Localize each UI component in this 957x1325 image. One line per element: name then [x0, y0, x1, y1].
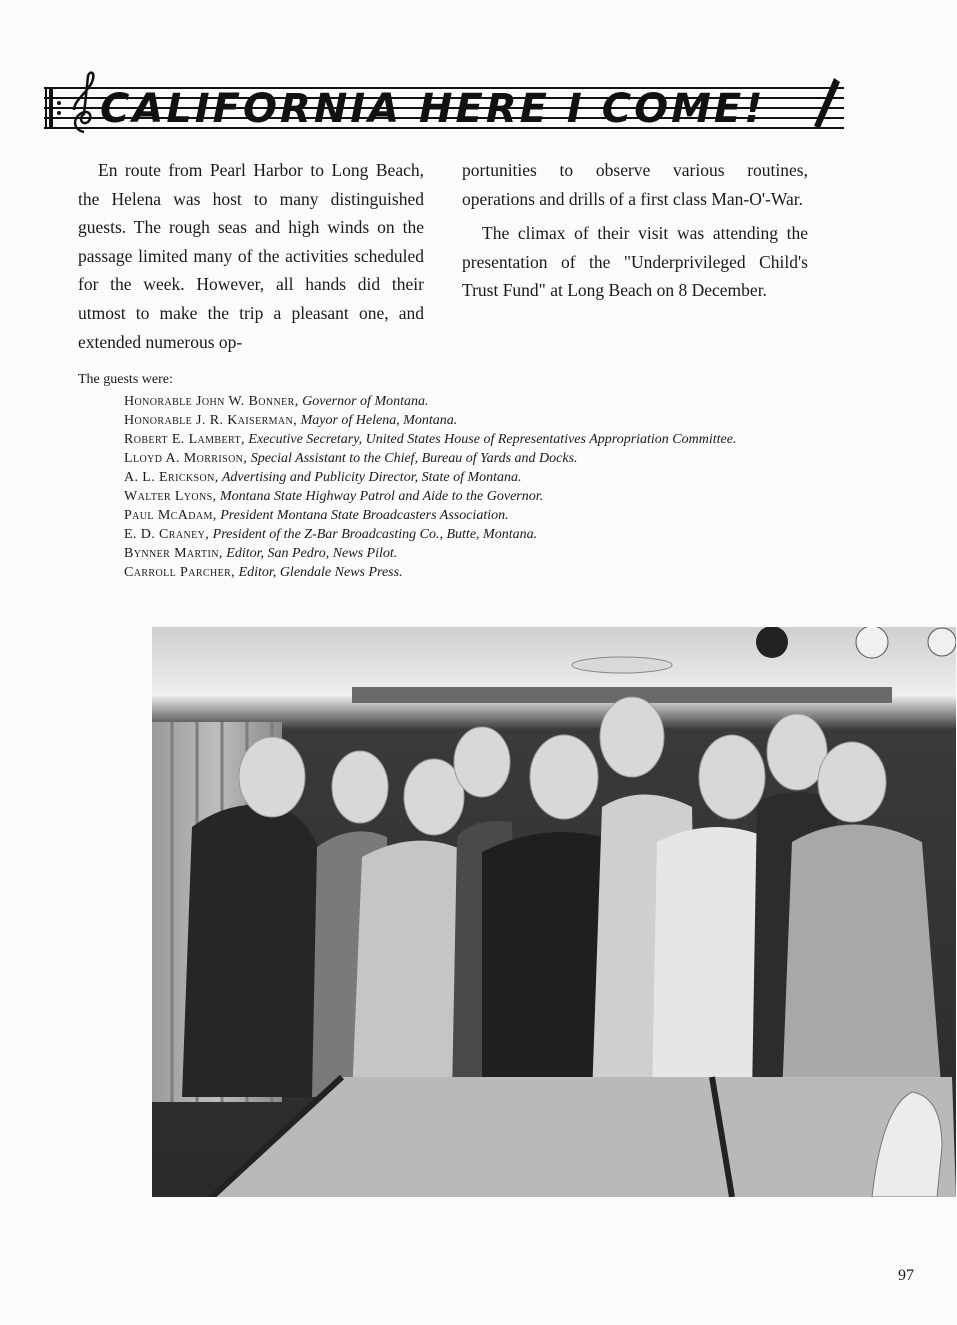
guest-role: Editor, Glendale News Press. [235, 565, 403, 580]
guest-name: Lloyd A. Morrison, [124, 451, 248, 466]
page-title: CALIFORNIA HERE I COME! [100, 86, 766, 132]
guest-name: Bynner Martin, [124, 546, 223, 561]
guest-name: E. D. Craney, [124, 527, 210, 542]
article-paragraph: The climax of their visit was attending the presentation of the "Underprivileged Child's Trust Fund" at Long Beach on 8 December. [462, 223, 808, 301]
guest-entry [124, 506, 818, 525]
guest-name: Honorable John W. Bonner, [124, 394, 299, 409]
guest-entry [124, 544, 818, 563]
guest-entry [124, 525, 818, 544]
guest-name: A. L. Erickson, [124, 470, 219, 485]
guest-entry [124, 430, 818, 449]
guest-entry [124, 411, 818, 430]
guest-list-intro: The guests were: [78, 372, 173, 387]
guest-name: Robert E. Lambert, [124, 432, 245, 447]
guest-role: Advertising and Publicity Director, State of Montana. [218, 470, 522, 485]
treble-clef-icon [74, 73, 93, 132]
guest-role: Special Assistant to the Chief, Bureau of Yards and Docks. [247, 451, 578, 466]
article-paragraph: portunities to observe various routines, operations and drills of a first class Man-O'-War. [462, 160, 808, 209]
guest-role: Executive Secretary, United States House of Representatives Appropriation Committee. [244, 432, 737, 447]
group-photograph [152, 627, 956, 1197]
article-paragraph: En route from Pearl Harbor to Long Beach, the Helena was host to many distinguished guests. The rough seas and high winds on the passage limited many of the activities scheduled for the week. However, all hands did their utmost to make the trip a pleasant one, and extended numerous op- [78, 160, 424, 352]
guest-entry [124, 449, 818, 468]
guest-entry [124, 392, 818, 411]
guest-role: President of the Z-Bar Broadcasting Co., Butte, Montana. [209, 527, 538, 542]
guest-entry [124, 468, 818, 487]
guest-entry [124, 563, 818, 582]
guest-role: Governor of Montana. [298, 394, 429, 409]
guest-role: Montana State Highway Patrol and Aide to the Governor. [216, 489, 544, 504]
guest-name: Walter Lyons, [124, 489, 217, 504]
exclamation-stroke-icon [814, 78, 840, 128]
guest-list [78, 370, 818, 582]
guest-role: President Montana State Broadcasters Association. [216, 508, 509, 523]
guest-name: Carroll Parcher, [124, 565, 236, 580]
page-number: 97 [898, 1267, 914, 1284]
guest-name: Paul McAdam, [124, 508, 217, 523]
guest-role: Editor, San Pedro, News Pilot. [222, 546, 398, 561]
article-column-right [462, 156, 808, 305]
guest-entry [124, 487, 818, 506]
article-column-left [78, 156, 424, 356]
guest-role: Mayor of Helena, Montana. [297, 413, 458, 428]
guest-name: Honorable J. R. Kaiserman, [124, 413, 298, 428]
